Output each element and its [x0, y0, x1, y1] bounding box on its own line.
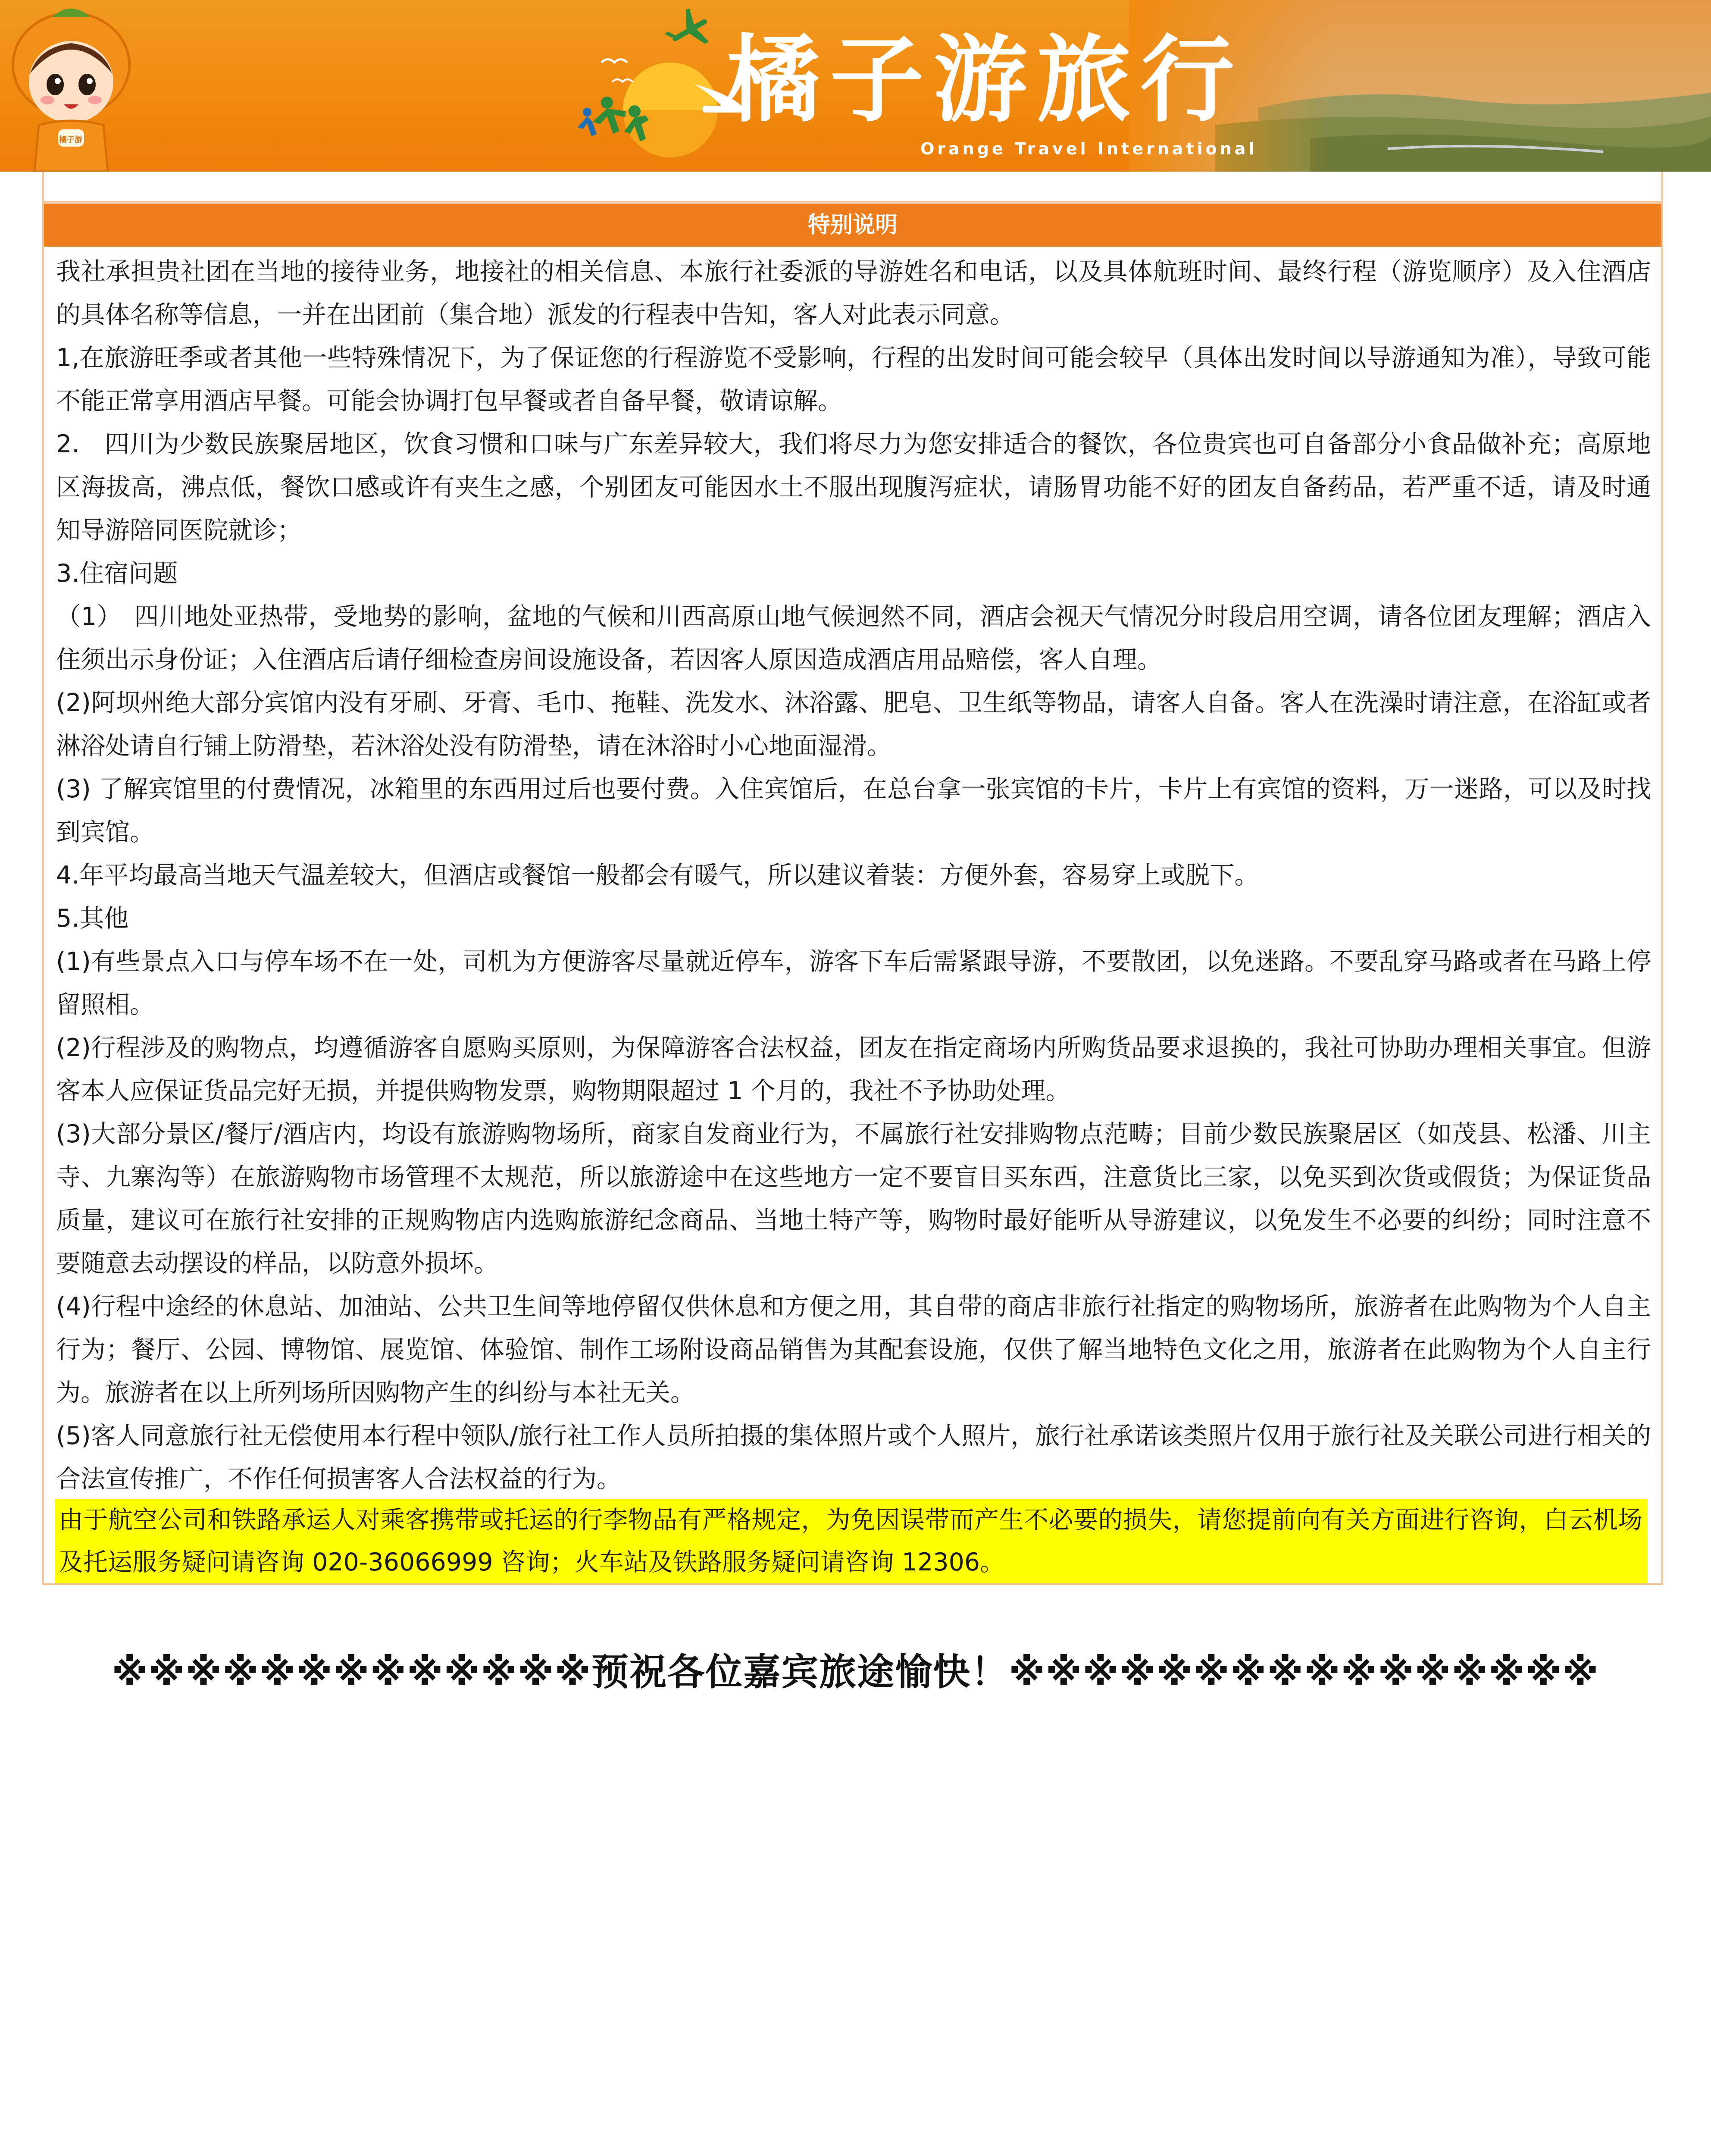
notes-paragraph: (3)大部分景区/餐厅/酒店内，均设有旅游购物场所，商家自发商业行为，不属旅行社安排购物点范畴；目前少数民族聚居区（如茂县、松潘、川主寺、九寨沟等）在旅游购物市场管理不太规范，所以旅游途中在这些地方一定不要盲目买东西，注意货比三家，以免买到次货或假货；为保证货品质量，建议可在旅行社安排的正规购物店内选购旅游纪念商品、当地土特产等，购物时最好能听从导游建议，以免发生不必要的纠纷；同时注意不要随意去动摆设的样品，以防意外损坏。 — [56, 1120, 1651, 1278]
sun-logo-icon — [560, 9, 746, 168]
divider — [44, 201, 1661, 203]
luggage-notice-highlight: 由于航空公司和铁路承运人对乘客携带或托运的行李物品有严格规定，为免因误带而产生不必要的损失，请您提前向有关方面进行咨询，白云机场及托运服务疑问请咨询 020-36066999 咨询；火车站及铁路服务疑问请咨询 12306。 — [55, 1499, 1648, 1583]
notes-body — [56, 250, 1651, 1501]
orange-mascot-icon — [0, 0, 142, 172]
notes-paragraph: 2. 四川为少数民族聚居地区，饮食习惯和口味与广东差异较大，我们将尽力为您安排适合的餐饮，各位贵宾也可自备部分小食品做补充；高原地区海拔高，沸点低，餐饮口感或许有夹生之感，个别团友可能因水土不服出现腹泻症状，请肠胃功能不好的团友自备药品，若严重不适，请及时通知导游陪同医院就诊； — [56, 430, 1651, 545]
closing-greeting: ※※※※※※※※※※※※※预祝各位嘉宾旅途愉快！※※※※※※※※※※※※※※※※ — [112, 1651, 1599, 1694]
header-banner — [0, 0, 1711, 172]
notes-paragraph: 4.年平均最高当地天气温差较大，但酒店或餐馆一般都会有暖气，所以建议着装：方便外套，容易穿上或脱下。 — [56, 861, 1259, 890]
notes-paragraph: (3) 了解宾馆里的付费情况，冰箱里的东西用过后也要付费。入住宾馆后，在总台拿一张宾馆的卡片，卡片上有宾馆的资料，万一迷路，可以及时找到宾馆。 — [56, 775, 1651, 846]
notes-paragraph: 1,在旅游旺季或者其他一些特殊情况下，为了保证您的行程游览不受影响，行程的出发时间可能会较早（具体出发时间以导游通知为准），导致可能不能正常享用酒店早餐。可能会协调打包早餐或者自备早餐，敬请谅解。 — [56, 344, 1651, 415]
notes-paragraph: (1)有些景点入口与停车场不在一处，司机为方便游客尽量就近停车，游客下车后需紧跟导游，不要散团，以免迷路。不要乱穿马路或者在马路上停留照相。 — [56, 947, 1651, 1019]
notes-heading: 5.其他 — [56, 904, 129, 933]
notes-paragraph: (2)行程涉及的购物点，均遵循游客自愿购买原则，为保障游客合法权益，团友在指定商场内所购货品要求退换的，我社可协助办理相关事宜。但游客本人应保证货品完好无损，并提供购物发票，购物期限超过 1 个月的，我社不予协助处理。 — [56, 1034, 1651, 1105]
section-header — [44, 204, 1661, 247]
notes-paragraph: (5)客人同意旅行社无偿使用本行程中领队/旅行社工作人员所拍摄的集体照片或个人照片，旅行社承诺该类照片仅用于旅行社及关联公司进行相关的合法宣传推广，不作任何损害客人合法权益的行为。 — [56, 1422, 1651, 1493]
notes-heading: 3.住宿问题 — [56, 559, 178, 588]
notes-paragraph: 我社承担贵社团在当地的接待业务，地接社的相关信息、本旅行社委派的导游姓名和电话，以及具体航班时间、最终行程（游览顺序）及入住酒店的具体名称等信息，一并在出团前（集合地）派发的行程表中告知，客人对此表示同意。 — [56, 257, 1651, 329]
section-title: 特别说明 — [807, 212, 898, 238]
notes-paragraph: （1） 四川地处亚热带，受地势的影响，盆地的气候和川西高原山地气候迥然不同，酒店会视天气情况分时段启用空调，请各位团友理解；酒店入住须出示身份证；入住酒店后请仔细检查房间设施设备，若因客人原因造成酒店用品赔偿，客人自理。 — [56, 602, 1651, 674]
brand-title: 橘子游旅行 — [726, 26, 1244, 135]
notes-paragraph: (2)阿坝州绝大部分宾馆内没有牙刷、牙膏、毛巾、拖鞋、洗发水、沐浴露、肥皂、卫生纸等物品，请客人自备。客人在洗澡时请注意，在浴缸或者淋浴处请自行铺上防滑垫，若沐浴处没有防滑垫，请在沐浴时小心地面湿滑。 — [56, 689, 1651, 760]
notes-paragraph: (4)行程中途经的休息站、加油站、公共卫生间等地停留仅供休息和方便之用，其自带的商店非旅行社指定的购物场所，旅游者在此购物为个人自主行为；餐厅、公园、博物馆、展览馆、体验馆、制作工场附设商品销售为其配套设施，仅供了解当地特色文化之用，旅游者在此购物为个人自主行为。旅游者在以上所列场所因购物产生的纠纷与本社无关。 — [56, 1292, 1651, 1407]
mascot-badge-text: 橘子游 — [59, 135, 82, 144]
brand-subtitle: Orange Travel International — [920, 139, 1257, 158]
